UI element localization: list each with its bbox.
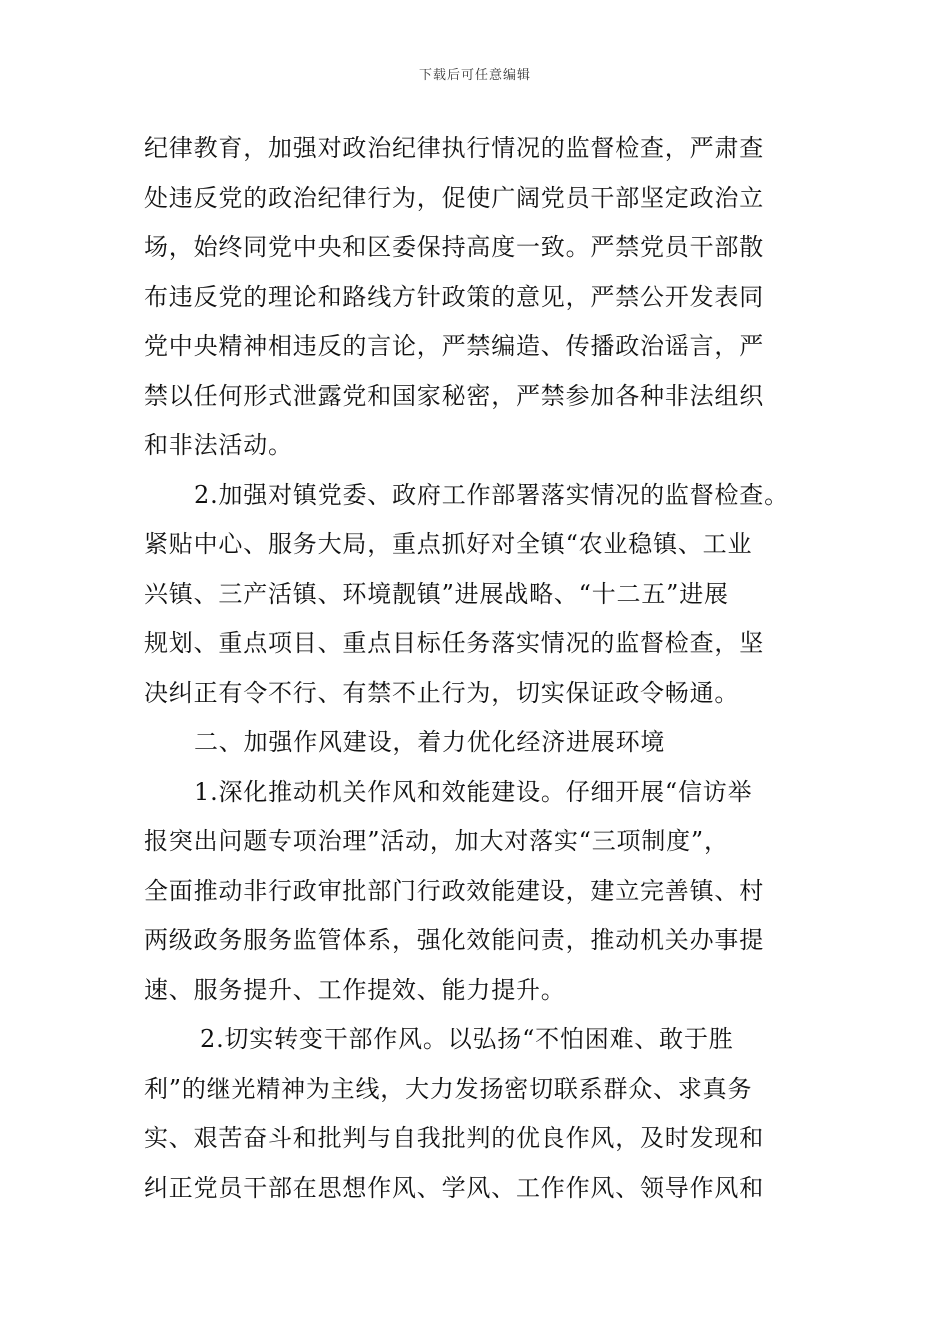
text-line: 报突出问题专项治理”活动，加大对落实“三项制度”， xyxy=(144,827,729,855)
text-line: 处违反党的政治纪律行为，促使广阔党员干部坚定政治立 xyxy=(144,183,764,212)
text-line: 两级政务服务监管体系，强化效能问责，推动机关办事提 xyxy=(144,926,764,954)
text-line: 纪律教育，加强对政治纪律执行情况的监督检查，严肃查 xyxy=(144,134,764,162)
text-line: 实、艰苦奋斗和批判与自我批判的优良作风，及时发现和 xyxy=(144,1124,764,1152)
text-line: 党中央精神相违反的言论，严禁编造、传播政治谣言，严 xyxy=(144,332,764,360)
paragraph-start-line: 1.深化推动机关作风和效能建设。仔细开展“信访举 xyxy=(194,777,753,806)
text-line: 兴镇、三产活镇、环境靓镇”进展战略、“十二五”进展 xyxy=(144,579,729,608)
text-line: 全面推动非行政审批部门行政效能建设，建立完善镇、村 xyxy=(144,876,764,905)
page-header-note: 下载后可任意编辑 xyxy=(418,68,531,83)
text-line: 布违反党的理论和路线方针政策的意见，严禁公开发表同 xyxy=(144,282,764,311)
paragraph-start-line: 2.切实转变干部作风。以弘扬“不怕困难、敢于胜 xyxy=(200,1025,734,1053)
text-line: 纠正党员干部在思想作风、学风、工作作风、领导作风和 xyxy=(144,1173,764,1202)
document-body xyxy=(144,124,816,1213)
text-line: 速、服务提升、工作提效、能力提升。 xyxy=(144,975,566,1004)
text-line: 场，始终同党中央和区委保持高度一致。严禁党员干部散 xyxy=(144,233,764,261)
paragraph-start-line: 2.加强对镇党委、政府工作部署落实情况的监督检查。 xyxy=(194,480,789,509)
text-line: 和非法活动。 xyxy=(144,431,293,459)
section-heading: 二、加强作风建设，着力优化经济进展环境 xyxy=(194,728,666,756)
text-line: 禁以任何形式泄露党和国家秘密，严禁参加各种非法组织 xyxy=(144,381,764,410)
text-line: 紧贴中心、服务大局，重点抓好对全镇“农业稳镇、工业 xyxy=(144,530,753,558)
text-line: 规划、重点项目、重点目标任务落实情况的监督检查，坚 xyxy=(144,629,764,657)
text-line: 利”的继光精神为主线，大力发扬密切联系群众、求真务 xyxy=(144,1074,753,1103)
text-line: 决纠正有令不行、有禁不止行为，切实保证政令畅通。 xyxy=(144,678,740,707)
